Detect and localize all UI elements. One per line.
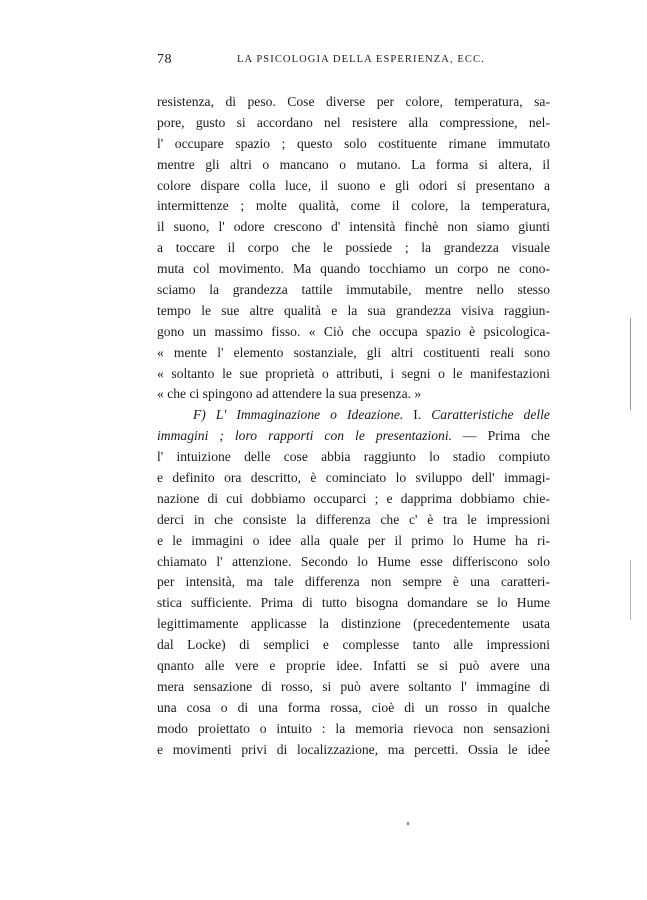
section-subtitle-part1: Caratteristiche delle <box>431 407 550 423</box>
text-line: derci in che consiste la differenza che c' è tra le impressioni <box>157 511 550 527</box>
page-edge-shadow <box>630 318 631 410</box>
section-heading-line <box>157 405 550 426</box>
section-number: I. <box>403 407 432 423</box>
text-line: dal Locke) di semplici e complesse tanto alle impressioni <box>157 637 550 653</box>
text-line: e definito ora descritto, è cominciato lo sviluppo dell' immagi- <box>157 470 550 486</box>
text-line: e movimenti privi di localizzazione, ma percetti. Ossia le idee <box>157 741 550 757</box>
text-line: una cosa o di una forma rossa, cioè di un rosso in qualche <box>157 699 550 715</box>
text-line: resistenza, di peso. Cose diverse per colore, temperatura, sa- <box>157 94 550 109</box>
text-line: e le immagini o idee alla quale per il primo lo Hume ha ri- <box>157 532 550 548</box>
text-line: modo proiettato o intuito : la memoria rievoca non sensazioni <box>157 720 550 736</box>
page-number: 78 <box>157 52 172 67</box>
text-line: « soltanto le sue proprietà o attributi, i segni o le manifestazioni <box>157 365 550 381</box>
text-line: gono un massimo fisso. « Ciò che occupa spazio è psicologica- <box>157 323 550 339</box>
text-line: nazione di cui dobbiamo occuparci ; e dapprima dobbiamo chie- <box>157 490 550 506</box>
text-line: « mente l' elemento sostanziale, gli altri costituenti reali sono <box>157 344 550 360</box>
text-line: intermittenze ; molte qualità, come il colore, la temperatura, <box>157 198 550 214</box>
text-line: per intensità, ma tale differenza non sempre è una caratteri- <box>157 574 550 590</box>
text-line: a toccare il corpo che le possiede ; la grandezza visuale <box>157 240 550 256</box>
section-label: F) L' Immaginazione o Ideazione. <box>193 407 404 423</box>
text-line: il suono, l' odore crescono d' intensità finchè non siamo giunti <box>157 219 550 235</box>
text-line: mera sensazione di rosso, si può avere soltanto l' immagine di <box>157 678 550 694</box>
page-edge-shadow <box>630 560 631 620</box>
text-line: colore dispare colla luce, il suono e gli odori si presentano a <box>157 177 550 193</box>
section-continuation: — Prima che <box>452 428 550 444</box>
section-subtitle-part2: immagini ; loro rapporti con le presentazioni. <box>157 428 453 444</box>
text-line: « che ci spingono ad attendere la sua presenza. » <box>157 386 422 402</box>
text-line: l' intuizione delle cose abbia raggiunto lo stadio compiuto <box>157 449 550 465</box>
text-line: chiamato l' attenzione. Secondo lo Hume esse differiscono solo <box>157 553 550 569</box>
scan-speck <box>407 822 409 825</box>
section-heading-line <box>157 426 550 447</box>
text-line: qnanto alle vere e proprie idee. Infatti se si può avere una <box>157 658 550 674</box>
text-line: pore, gusto si accordano nel resistere alla compressione, nel- <box>157 114 550 130</box>
text-line: mentre gli altri o mancano o mutano. La forma si altera, il <box>157 156 550 172</box>
scan-speck <box>545 740 548 742</box>
text-line: muta col movimento. Ma quando tocchiamo un corpo ne cono- <box>157 261 550 277</box>
text-line: sciamo la grandezza tattile immutabile, mentre nello stesso <box>157 282 550 298</box>
text-line: legittimamente applicasse la distinzione (precedentemente usata <box>157 616 550 632</box>
running-head: LA PSICOLOGIA DELLA ESPERIENZA, ECC. <box>237 54 485 65</box>
text-line: l' occupare spazio ; questo solo costituente rimane immutato <box>157 135 550 151</box>
page-header <box>157 52 497 70</box>
text-line: tempo le sue altre qualità e la sua grandezza visiva raggiun- <box>157 302 550 318</box>
text-line: stica sufficiente. Prima di tutto bisogna domandare se lo Hume <box>157 595 550 611</box>
body-text <box>157 92 550 761</box>
